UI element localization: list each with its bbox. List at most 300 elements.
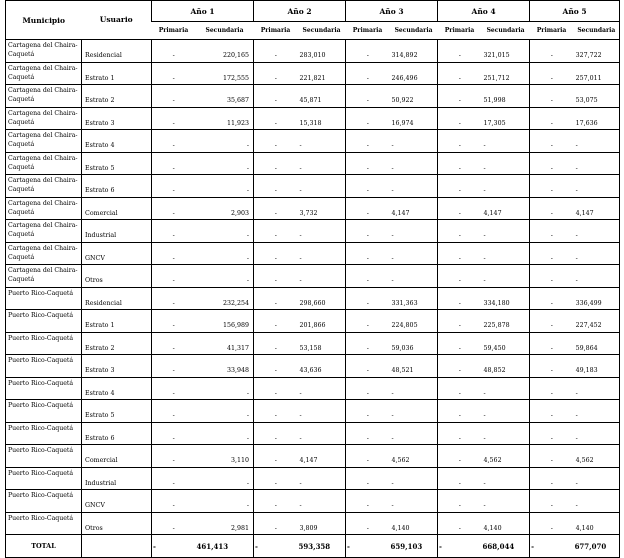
secundaria-cell: 4,562 — [574, 445, 620, 468]
usuario-cell: Estrato 5 — [82, 152, 152, 175]
usuario-cell: Estrato 4 — [82, 377, 152, 400]
primaria-cell: - — [254, 107, 298, 130]
primaria-cell: - — [530, 422, 574, 445]
secundaria-cell: 3,110 — [196, 445, 254, 468]
municipio-cell: Puerto Rico-Caquetá — [6, 377, 82, 400]
municipio-cell: Puerto Rico-Caquetá — [6, 422, 82, 445]
primaria-cell: - — [346, 265, 390, 288]
primaria-cell: - — [152, 85, 196, 108]
primaria-cell: - — [152, 512, 196, 535]
primaria-cell: - — [438, 490, 482, 513]
primaria-cell: - — [254, 130, 298, 153]
primaria-cell: - — [152, 40, 196, 63]
secundaria-cell: - — [574, 422, 620, 445]
secundaria-cell: 220,165 — [196, 40, 254, 63]
primaria-cell: - — [438, 107, 482, 130]
table-row — [6, 445, 620, 468]
primaria-cell: - — [346, 152, 390, 175]
secundaria-cell: 4,147 — [390, 197, 438, 220]
secundaria-cell: - — [390, 152, 438, 175]
header-secundaria: Secundaria — [577, 27, 616, 34]
usuario-cell: Residencial — [82, 40, 152, 63]
secundaria-cell: 221,821 — [298, 62, 346, 85]
secundaria-cell: - — [574, 242, 620, 265]
primaria-cell: - — [152, 400, 196, 423]
usuario-cell: Estrato 3 — [82, 107, 152, 130]
secundaria-cell: 50,922 — [390, 85, 438, 108]
primaria-cell: - — [438, 422, 482, 445]
primaria-cell: - — [438, 175, 482, 198]
usuario-cell: Otros — [82, 265, 152, 288]
secundaria-cell: - — [390, 265, 438, 288]
primaria-cell: - — [346, 242, 390, 265]
secundaria-cell: 15,318 — [298, 107, 346, 130]
secundaria-cell: 257,011 — [574, 62, 620, 85]
secundaria-cell: 156,989 — [196, 310, 254, 333]
secundaria-cell: - — [574, 400, 620, 423]
usuario-cell: Industrial — [82, 220, 152, 243]
primaria-cell: - — [152, 377, 196, 400]
secundaria-cell: 35,687 — [196, 85, 254, 108]
municipio-cell: Cartagena del Chaira-Caquetá — [6, 130, 82, 153]
secundaria-cell: - — [482, 152, 530, 175]
header-year-3: Año 3 — [346, 1, 438, 22]
municipio-cell: Puerto Rico-Caquetá — [6, 355, 82, 378]
total-cell: 668,044 — [482, 535, 530, 558]
primaria-cell: - — [254, 242, 298, 265]
secundaria-cell: - — [482, 175, 530, 198]
header-row-years — [6, 1, 620, 22]
primaria-cell: - — [152, 355, 196, 378]
secundaria-cell: - — [196, 422, 254, 445]
primaria-cell: - — [254, 422, 298, 445]
primaria-cell: - — [530, 512, 574, 535]
primaria-cell: - — [346, 377, 390, 400]
header-secundaria: Secundaria — [302, 27, 341, 34]
municipio-cell: Cartagena del Chaira-Caquetá — [6, 197, 82, 220]
primaria-cell: - — [254, 220, 298, 243]
header-primaria: Primaria — [260, 27, 291, 34]
municipio-cell: Cartagena del Chaira-Caquetá — [6, 152, 82, 175]
primaria-cell: - — [346, 400, 390, 423]
secundaria-cell: 53,158 — [298, 332, 346, 355]
secundaria-cell: 4,562 — [390, 445, 438, 468]
secundaria-cell: 4,140 — [390, 512, 438, 535]
primaria-cell: - — [530, 287, 574, 310]
secundaria-cell: 41,317 — [196, 332, 254, 355]
usuario-cell: Estrato 2 — [82, 85, 152, 108]
secundaria-cell: 4,147 — [298, 445, 346, 468]
primaria-cell: - — [346, 467, 390, 490]
usuario-cell: Estrato 1 — [82, 310, 152, 333]
primaria-cell: - — [254, 332, 298, 355]
secundaria-cell: - — [298, 467, 346, 490]
secundaria-cell: 227,452 — [574, 310, 620, 333]
secundaria-cell: 11,923 — [196, 107, 254, 130]
municipio-cell: Cartagena del Chaira-Caquetá — [6, 62, 82, 85]
table-row — [6, 197, 620, 220]
secundaria-cell: - — [574, 152, 620, 175]
secundaria-cell: 51,998 — [482, 85, 530, 108]
municipio-cell: Cartagena del Chaira-Caquetá — [6, 242, 82, 265]
primaria-cell: - — [530, 242, 574, 265]
primaria-cell: - — [438, 445, 482, 468]
header-year-5: Año 5 — [530, 1, 620, 22]
primaria-cell: - — [254, 467, 298, 490]
primaria-cell: - — [530, 152, 574, 175]
municipio-cell: Cartagena del Chaira-Caquetá — [6, 220, 82, 243]
primaria-cell: - — [530, 310, 574, 333]
header-year-4: Año 4 — [438, 1, 530, 22]
primaria-cell: - — [346, 220, 390, 243]
primaria-cell: - — [254, 62, 298, 85]
municipio-cell: Puerto Rico-Caquetá — [6, 332, 82, 355]
secundaria-cell: - — [574, 377, 620, 400]
secundaria-cell: 48,852 — [482, 355, 530, 378]
primaria-cell: - — [152, 62, 196, 85]
primaria-cell: - — [346, 130, 390, 153]
primaria-cell: - — [438, 377, 482, 400]
secundaria-cell: - — [390, 467, 438, 490]
primaria-cell: - — [254, 445, 298, 468]
secundaria-cell: - — [482, 377, 530, 400]
primaria-cell: - — [530, 467, 574, 490]
usuario-cell: Residencial — [82, 287, 152, 310]
secundaria-cell: 334,180 — [482, 287, 530, 310]
table-row — [6, 220, 620, 243]
primaria-cell: - — [346, 512, 390, 535]
table-row — [6, 265, 620, 288]
secundaria-cell: - — [196, 242, 254, 265]
secundaria-cell: 16,974 — [390, 107, 438, 130]
primaria-cell: - — [346, 62, 390, 85]
municipio-cell: Puerto Rico-Caquetá — [6, 467, 82, 490]
usuario-cell: Estrato 5 — [82, 400, 152, 423]
primaria-cell: - — [254, 490, 298, 513]
municipio-cell: Puerto Rico-Caquetá — [6, 310, 82, 333]
municipio-cell: Cartagena del Chaira-Caquetá — [6, 265, 82, 288]
secundaria-cell: - — [482, 490, 530, 513]
header-primaria: Primaria — [352, 27, 383, 34]
secundaria-cell: - — [390, 377, 438, 400]
secundaria-cell: - — [196, 152, 254, 175]
usuario-cell: Estrato 4 — [82, 130, 152, 153]
header-year-1: Año 1 — [152, 1, 254, 22]
primaria-cell: - — [254, 152, 298, 175]
secundaria-cell: - — [196, 130, 254, 153]
table-row — [6, 490, 620, 513]
municipio-cell: Puerto Rico-Caquetá — [6, 490, 82, 513]
municipio-cell: Puerto Rico-Caquetá — [6, 512, 82, 535]
secundaria-cell: 17,636 — [574, 107, 620, 130]
secundaria-cell: - — [390, 400, 438, 423]
municipio-cell: Cartagena del Chaira-Caquetá — [6, 40, 82, 63]
primaria-cell: - — [530, 62, 574, 85]
table-row — [6, 107, 620, 130]
primaria-cell: - — [346, 40, 390, 63]
municipio-cell: Puerto Rico-Caquetá — [6, 445, 82, 468]
secundaria-cell: 331,363 — [390, 287, 438, 310]
secundaria-cell: - — [298, 175, 346, 198]
secundaria-cell: - — [390, 422, 438, 445]
primaria-cell: - — [438, 287, 482, 310]
table-row — [6, 175, 620, 198]
municipio-cell: Cartagena del Chaira-Caquetá — [6, 175, 82, 198]
header-secundaria: Secundaria — [486, 27, 525, 34]
secundaria-cell: 3,809 — [298, 512, 346, 535]
usuario-cell: GNCV — [82, 242, 152, 265]
primaria-cell: - — [254, 40, 298, 63]
primaria-cell: - — [530, 265, 574, 288]
usuario-cell: Estrato 2 — [82, 332, 152, 355]
primaria-cell: - — [152, 152, 196, 175]
usuario-cell: Estrato 6 — [82, 422, 152, 445]
primaria-cell: - — [438, 85, 482, 108]
primaria-cell: - — [152, 197, 196, 220]
secundaria-cell: - — [196, 490, 254, 513]
secundaria-cell: - — [390, 490, 438, 513]
secundaria-cell: 172,555 — [196, 62, 254, 85]
usuario-cell: Estrato 3 — [82, 355, 152, 378]
header-secundaria: Secundaria — [394, 27, 433, 34]
total-cell: 677,070 — [574, 535, 620, 558]
header-municipio: Municipio — [6, 1, 82, 40]
secundaria-cell: - — [298, 422, 346, 445]
secundaria-cell: - — [298, 220, 346, 243]
header-primaria: Primaria — [444, 27, 475, 34]
secundaria-cell: 59,036 — [390, 332, 438, 355]
primaria-cell: - — [346, 175, 390, 198]
primaria-cell: - — [346, 445, 390, 468]
primaria-cell: - — [346, 332, 390, 355]
header-primaria: Primaria — [158, 27, 189, 34]
primaria-cell: - — [254, 512, 298, 535]
primaria-cell: - — [530, 40, 574, 63]
secundaria-cell: - — [482, 242, 530, 265]
primaria-cell: - — [438, 220, 482, 243]
header-secundaria: Secundaria — [205, 27, 244, 34]
table-row — [6, 85, 620, 108]
primaria-cell: - — [438, 130, 482, 153]
usuario-cell: Estrato 1 — [82, 62, 152, 85]
secundaria-cell: - — [482, 467, 530, 490]
total-cell: 461,413 — [196, 535, 254, 558]
secundaria-cell: - — [196, 175, 254, 198]
table-row — [6, 242, 620, 265]
primaria-cell: - — [254, 197, 298, 220]
secundaria-cell: - — [574, 220, 620, 243]
primaria-cell: - — [152, 467, 196, 490]
secundaria-cell: - — [298, 377, 346, 400]
primaria-cell: - — [530, 400, 574, 423]
primaria-cell: - — [254, 310, 298, 333]
primaria-cell: - — [152, 107, 196, 130]
secundaria-cell: - — [298, 130, 346, 153]
secundaria-cell: - — [196, 467, 254, 490]
primaria-cell: - — [254, 85, 298, 108]
primaria-cell: - — [346, 355, 390, 378]
primaria-cell: - — [438, 310, 482, 333]
primaria-cell: - — [152, 422, 196, 445]
table-row — [6, 40, 620, 63]
primaria-cell: - — [346, 107, 390, 130]
primaria-cell: - — [346, 197, 390, 220]
secundaria-cell: 17,305 — [482, 107, 530, 130]
primaria-cell: - — [438, 400, 482, 423]
header-primaria: Primaria — [536, 27, 567, 34]
primaria-cell: - — [152, 130, 196, 153]
primaria-cell: - — [530, 355, 574, 378]
table-row — [6, 130, 620, 153]
secundaria-cell: - — [298, 490, 346, 513]
municipio-cell: Puerto Rico-Caquetá — [6, 400, 82, 423]
secundaria-cell: - — [196, 220, 254, 243]
primaria-cell: - — [152, 242, 196, 265]
primaria-cell: - — [254, 287, 298, 310]
primaria-cell: - — [438, 197, 482, 220]
secundaria-cell: - — [482, 265, 530, 288]
usuario-cell: Industrial — [82, 467, 152, 490]
table-row — [6, 62, 620, 85]
secundaria-cell: - — [196, 265, 254, 288]
secundaria-cell: - — [390, 130, 438, 153]
primaria-cell: - — [152, 220, 196, 243]
secundaria-cell: - — [390, 242, 438, 265]
table-row — [6, 422, 620, 445]
primaria-cell: - — [438, 265, 482, 288]
table-row — [6, 287, 620, 310]
primaria-cell: - — [530, 85, 574, 108]
secundaria-cell: 59,864 — [574, 332, 620, 355]
primaria-cell: - — [530, 490, 574, 513]
secundaria-cell: - — [482, 400, 530, 423]
secundaria-cell: 59,450 — [482, 332, 530, 355]
primaria-cell: - — [530, 107, 574, 130]
secundaria-cell: 33,948 — [196, 355, 254, 378]
primaria-cell: - — [438, 152, 482, 175]
secundaria-cell: - — [298, 265, 346, 288]
primaria-cell: - — [152, 310, 196, 333]
primaria-cell: - — [530, 130, 574, 153]
primaria-cell: - — [254, 355, 298, 378]
primaria-cell: - — [438, 355, 482, 378]
secundaria-cell: 224,805 — [390, 310, 438, 333]
table-row — [6, 310, 620, 333]
secundaria-cell: 327,722 — [574, 40, 620, 63]
secundaria-cell: 4,562 — [482, 445, 530, 468]
primaria-cell: - — [530, 445, 574, 468]
municipio-cell: Cartagena del Chaira-Caquetá — [6, 85, 82, 108]
usuario-cell: GNCV — [82, 490, 152, 513]
primaria-cell: - — [346, 422, 390, 445]
secundaria-cell: - — [574, 265, 620, 288]
primaria-cell: - — [438, 242, 482, 265]
municipio-cell: Cartagena del Chaira-Caquetá — [6, 107, 82, 130]
primaria-cell: - — [530, 220, 574, 243]
total-cell: - — [254, 535, 298, 558]
header-usuario: Usuario — [82, 1, 152, 40]
secundaria-cell: - — [574, 467, 620, 490]
total-empty-cell — [82, 535, 152, 558]
total-label: TOTAL — [6, 535, 82, 558]
demand-table-container — [5, 0, 620, 558]
secundaria-cell: - — [574, 130, 620, 153]
secundaria-cell: 4,147 — [482, 197, 530, 220]
total-cell: 593,358 — [298, 535, 346, 558]
total-cell: 659,103 — [390, 535, 438, 558]
secundaria-cell: - — [298, 242, 346, 265]
primaria-cell: - — [346, 287, 390, 310]
usuario-cell: Otros — [82, 512, 152, 535]
secundaria-cell: 45,871 — [298, 85, 346, 108]
secundaria-cell: - — [574, 490, 620, 513]
secundaria-cell: 48,521 — [390, 355, 438, 378]
primaria-cell: - — [254, 175, 298, 198]
primaria-cell: - — [438, 332, 482, 355]
secundaria-cell: 4,140 — [574, 512, 620, 535]
primaria-cell: - — [152, 175, 196, 198]
secundaria-cell: - — [482, 220, 530, 243]
usuario-cell: Comercial — [82, 197, 152, 220]
secundaria-cell: - — [196, 377, 254, 400]
secundaria-cell: 298,660 — [298, 287, 346, 310]
primaria-cell: - — [530, 197, 574, 220]
primaria-cell: - — [346, 85, 390, 108]
table-body — [6, 40, 620, 535]
table-row — [6, 512, 620, 535]
secundaria-cell: 4,147 — [574, 197, 620, 220]
secundaria-cell: - — [390, 175, 438, 198]
table-row — [6, 400, 620, 423]
total-cell: - — [346, 535, 390, 558]
primaria-cell: - — [346, 490, 390, 513]
secundaria-cell: 201,866 — [298, 310, 346, 333]
secundaria-cell: 4,140 — [482, 512, 530, 535]
secundaria-cell: - — [482, 130, 530, 153]
secundaria-cell: 232,254 — [196, 287, 254, 310]
primaria-cell: - — [438, 512, 482, 535]
secundaria-cell: 283,010 — [298, 40, 346, 63]
secundaria-cell: - — [196, 400, 254, 423]
usuario-cell: Comercial — [82, 445, 152, 468]
secundaria-cell: 2,981 — [196, 512, 254, 535]
gas-demand-table — [5, 0, 620, 558]
secundaria-cell: - — [482, 422, 530, 445]
table-row — [6, 467, 620, 490]
primaria-cell: - — [152, 332, 196, 355]
table-row — [6, 377, 620, 400]
secundaria-cell: 49,183 — [574, 355, 620, 378]
secundaria-cell: - — [574, 175, 620, 198]
primaria-cell: - — [152, 287, 196, 310]
usuario-cell: Estrato 6 — [82, 175, 152, 198]
total-cell: - — [530, 535, 574, 558]
secundaria-cell: 2,903 — [196, 197, 254, 220]
secundaria-cell: - — [390, 220, 438, 243]
total-row — [6, 535, 620, 558]
secundaria-cell: 336,499 — [574, 287, 620, 310]
primaria-cell: - — [152, 490, 196, 513]
secundaria-cell: 3,732 — [298, 197, 346, 220]
primaria-cell: - — [254, 400, 298, 423]
secundaria-cell: 246,496 — [390, 62, 438, 85]
primaria-cell: - — [530, 377, 574, 400]
primaria-cell: - — [254, 265, 298, 288]
primaria-cell: - — [530, 175, 574, 198]
primaria-cell: - — [438, 40, 482, 63]
secundaria-cell: 321,015 — [482, 40, 530, 63]
secundaria-cell: - — [298, 400, 346, 423]
